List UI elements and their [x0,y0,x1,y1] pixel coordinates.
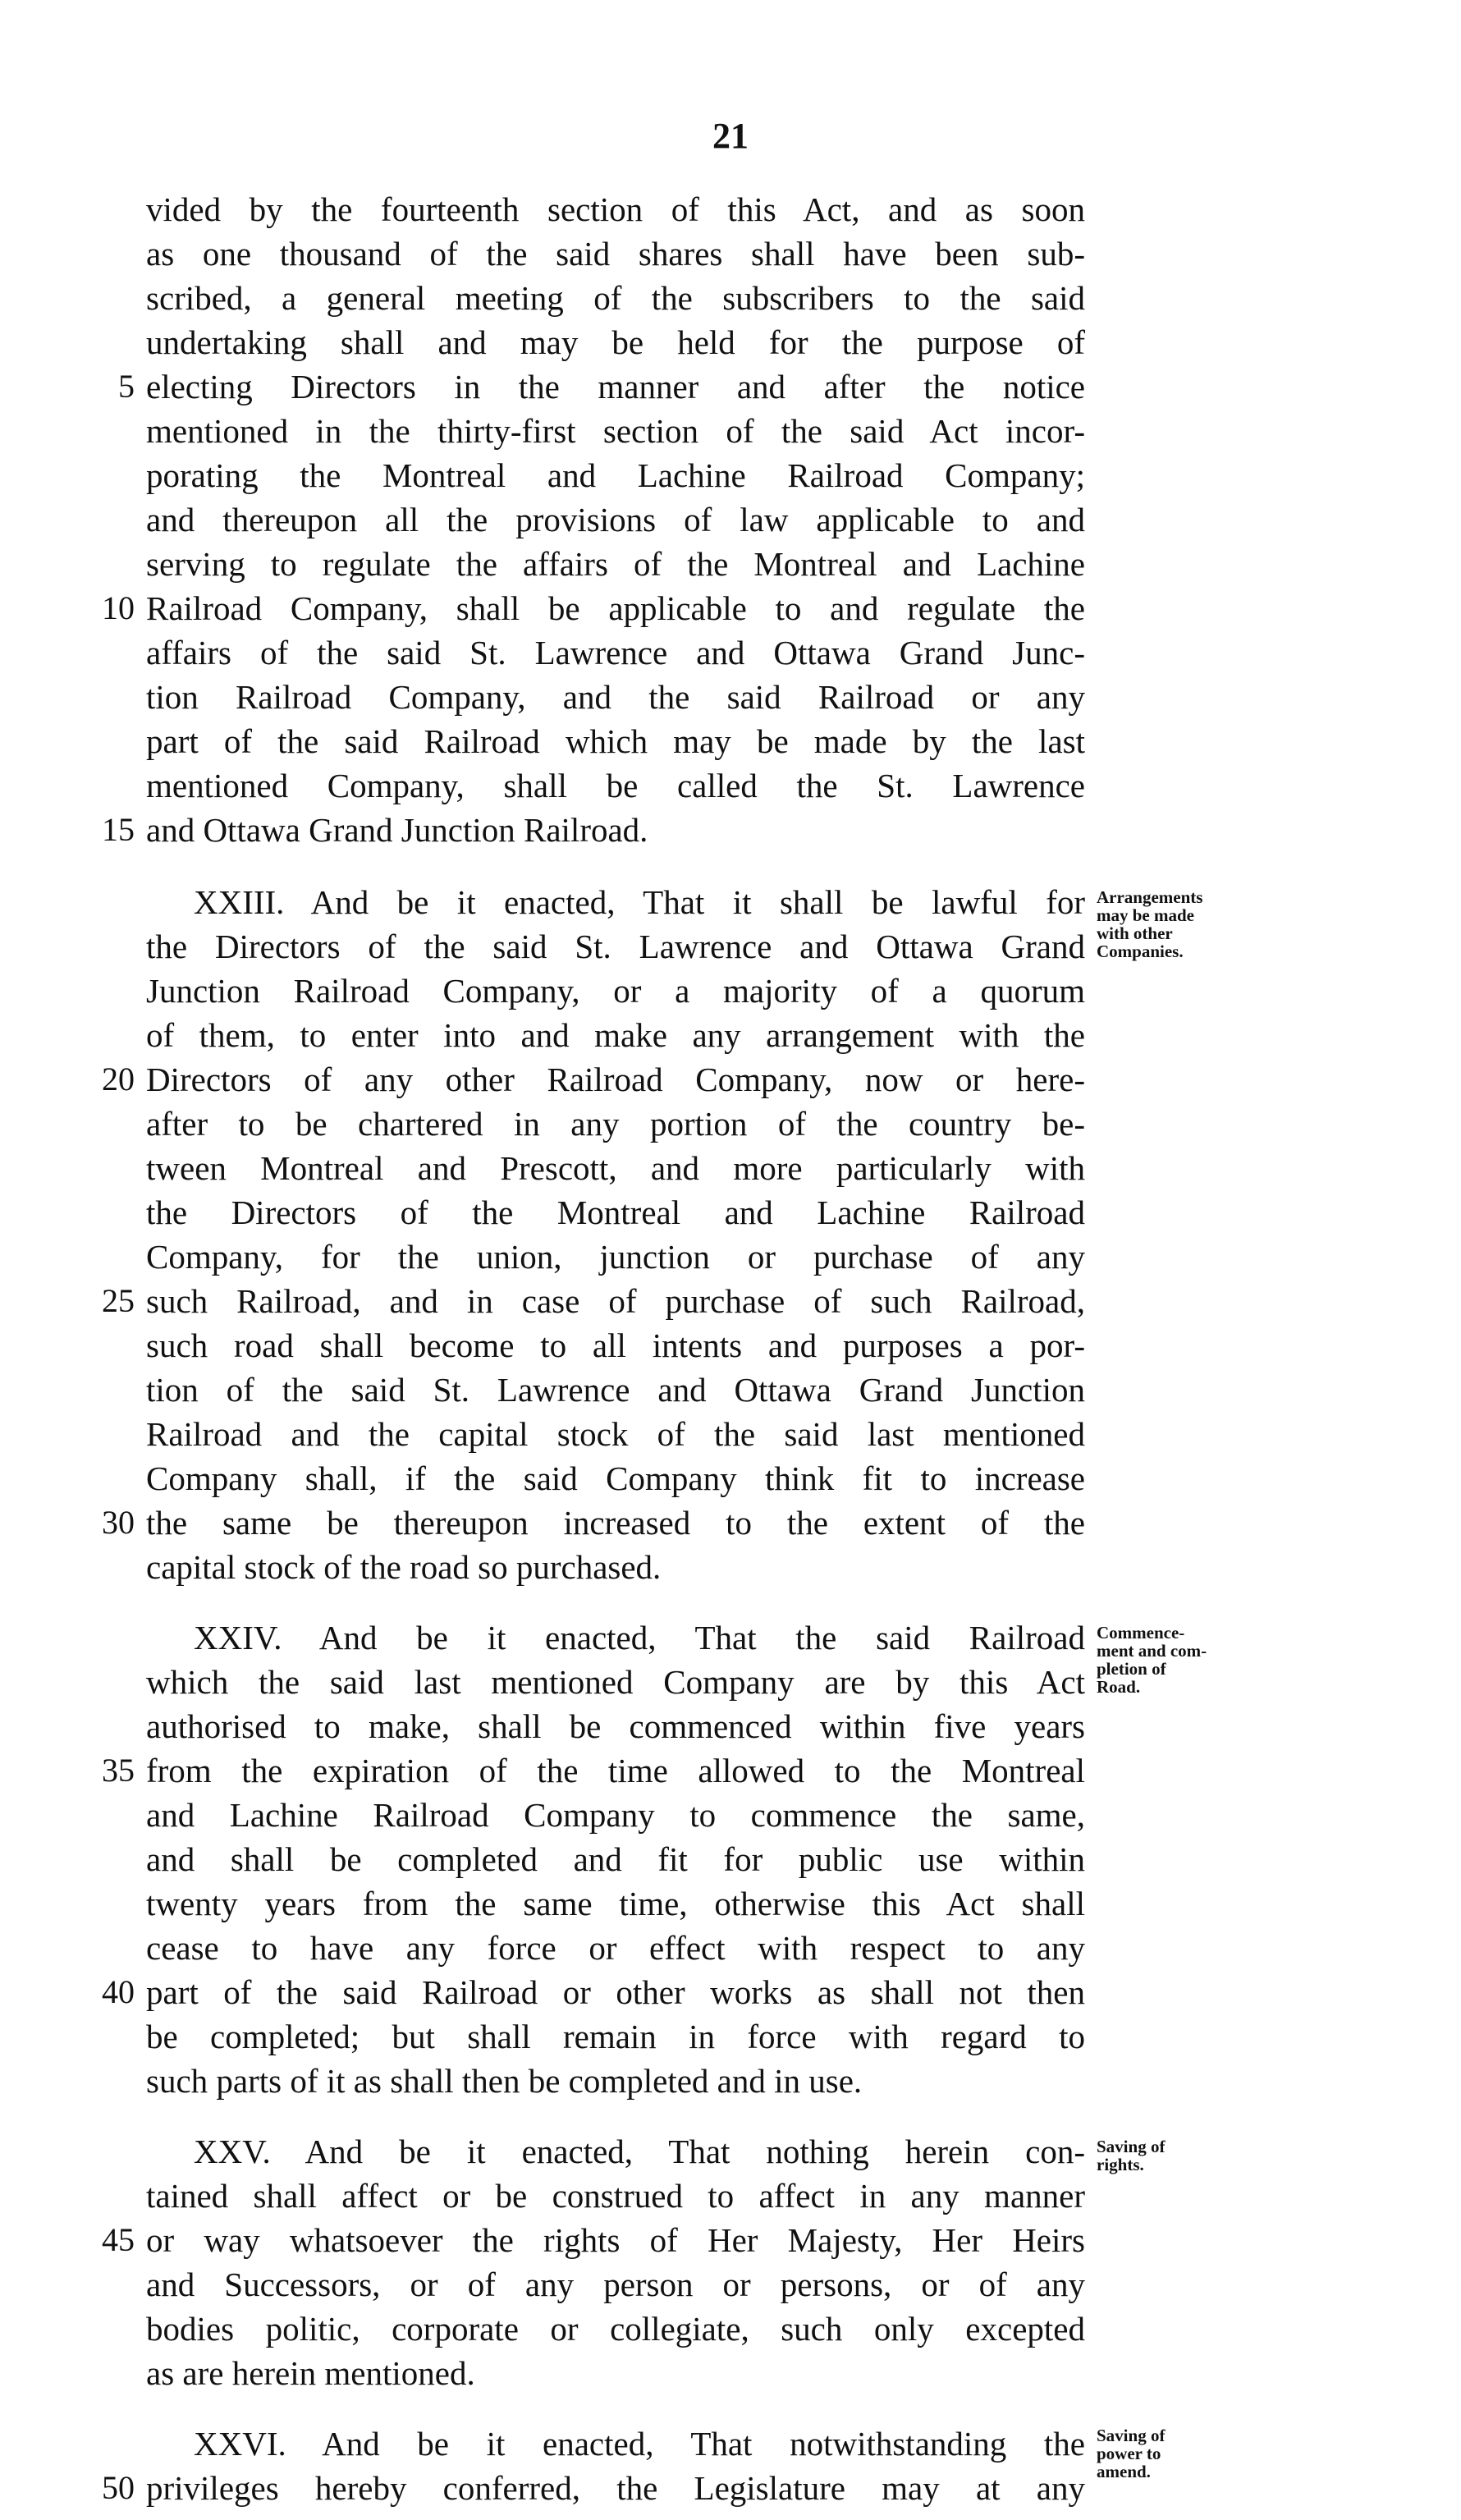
text-line: the Directors of the Montreal and Lachine Railroad [146,1194,1085,1231]
text-line: tion of the said St. Lawrence and Ottawa Grand Junction [146,1371,1085,1409]
line-number: 50 [102,2469,135,2506]
margin-note-line: Commence- [1097,1623,1185,1643]
text-line: such parts of it as shall then be completed and in use. [146,2062,863,2100]
text-line: capital stock of the road so purchased. [146,1548,662,1586]
text-line: the Directors of the said St. Lawrence and Ottawa Grand [146,928,1085,965]
text-line: authorised to make, shall be commenced within five years [146,1707,1085,1745]
text-line: undertaking shall and may be held for the purpose of [146,323,1085,361]
text-line: as are herein mentioned. [146,2354,475,2392]
margin-note-line: with other [1097,923,1173,943]
line-number: 15 [102,811,135,848]
text-line: bodies politic, corporate or collegiate, such only excepted [146,2310,1085,2348]
text-line: tion Railroad Company, and the said Railroad or any [146,678,1085,716]
text-line: serving to regulate the affairs of the Montreal and Lachine [146,545,1085,583]
text-line: which the said last mentioned Company are by this Act [146,1663,1085,1701]
text-line: part of the said Railroad which may be made by the last [146,722,1085,760]
text-line: and thereupon all the provisions of law applicable to and [146,501,1085,538]
text-line: twenty years from the same time, otherwise this Act shall [146,1885,1085,1922]
margin-note-line: ment and com- [1097,1641,1207,1661]
margin-note [1097,1624,1269,1696]
margin-note-line: power to [1097,2444,1161,2463]
text-line: of them, to enter into and make any arrangement with the [146,1016,1085,1054]
text-line: or way whatsoever the rights of Her Majesty, Her Heirs [146,2221,1085,2259]
line-number: 5 [118,368,135,405]
line-number: 35 [102,1752,135,1789]
margin-note-line: Arrangements [1097,887,1203,907]
page-number: 21 [712,116,749,156]
text-line: Company shall, if the said Company think fit to increase [146,1459,1085,1497]
text-line: porating the Montreal and Lachine Railroad Company; [146,456,1085,494]
text-line: Company, for the union, junction or purchase of any [146,1238,1085,1276]
text-line: Junction Railroad Company, or a majority of a quorum [146,972,1085,1010]
text-line: scribed, a general meeting of the subscribers to the said [146,279,1085,317]
margin-note-line: Saving of [1097,2426,1166,2445]
margin-note-line: amend. [1097,2462,1151,2481]
margin-note [1097,888,1269,960]
margin-note [1097,2137,1269,2174]
text-line: tained shall affect or be construed to affect in any manner [146,2177,1085,2215]
text-line: cease to have any force or effect with respect to any [146,1929,1085,1967]
line-number: 45 [102,2221,135,2258]
text-line: such Railroad, and in case of purchase of such Railroad, [146,1282,1085,1320]
text-line: XXIII. And be it enacted, That it shall be lawful for [194,883,1085,921]
text-line: electing Directors in the manner and after the notice [146,368,1085,405]
margin-note-line: pletion of [1097,1659,1166,1679]
text-line: affairs of the said St. Lawrence and Ottawa Grand Junc- [146,634,1085,671]
text-line: vided by the fourteenth section of this Act, and as soon [146,190,1085,228]
text-line: Railroad and the capital stock of the said last mentioned [146,1415,1085,1453]
line-number: 30 [102,1504,135,1541]
text-line: Directors of any other Railroad Company, now or here- [146,1061,1085,1098]
text-line: after to be chartered in any portion of the country be- [146,1105,1085,1143]
text-line: and Lachine Railroad Company to commence the same, [146,1796,1085,1834]
text-line: as one thousand of the said shares shall have been sub- [146,235,1085,273]
text-line: and Successors, or of any person or persons, or of any [146,2266,1085,2303]
margin-note-line: rights. [1097,2155,1144,2174]
margin-note-line: Road. [1097,1677,1141,1697]
text-line: and shall be completed and fit for public use within [146,1840,1085,1878]
line-number: 40 [102,1973,135,2010]
text-line: Railroad Company, shall be applicable to and regulate the [146,589,1085,627]
line-number: 10 [102,589,135,626]
text-line: XXV. And be it enacted, That nothing herein con- [194,2133,1085,2170]
text-line: part of the said Railroad or other works as shall not then [146,1973,1085,2011]
text-line: privileges hereby conferred, the Legislature may at any [146,2469,1085,2507]
text-line: and Ottawa Grand Junction Railroad. [146,811,648,849]
line-number: 25 [102,1282,135,1319]
line-number: 20 [102,1061,135,1097]
text-line: be completed; but shall remain in force with regard to [146,2018,1085,2055]
text-line: XXIV. And be it enacted, That the said Railroad [194,1619,1085,1656]
text-line: such road shall become to all intents and purposes a por- [146,1326,1085,1364]
margin-note-line: Saving of [1097,2137,1166,2156]
text-line: tween Montreal and Prescott, and more particularly with [146,1149,1085,1187]
text-line: XXVI. And be it enacted, That notwithstanding the [194,2425,1085,2463]
text-line: mentioned in the thirty-first section of the said Act incor- [146,412,1085,450]
text-line: the same be thereupon increased to the extent of the [146,1504,1085,1542]
text-line: from the expiration of the time allowed to the Montreal [146,1752,1085,1789]
margin-note-line: may be made [1097,905,1194,925]
margin-note [1097,2426,1269,2481]
text-line: mentioned Company, shall be called the St. Lawrence [146,767,1085,804]
margin-note-line: Companies. [1097,942,1184,961]
